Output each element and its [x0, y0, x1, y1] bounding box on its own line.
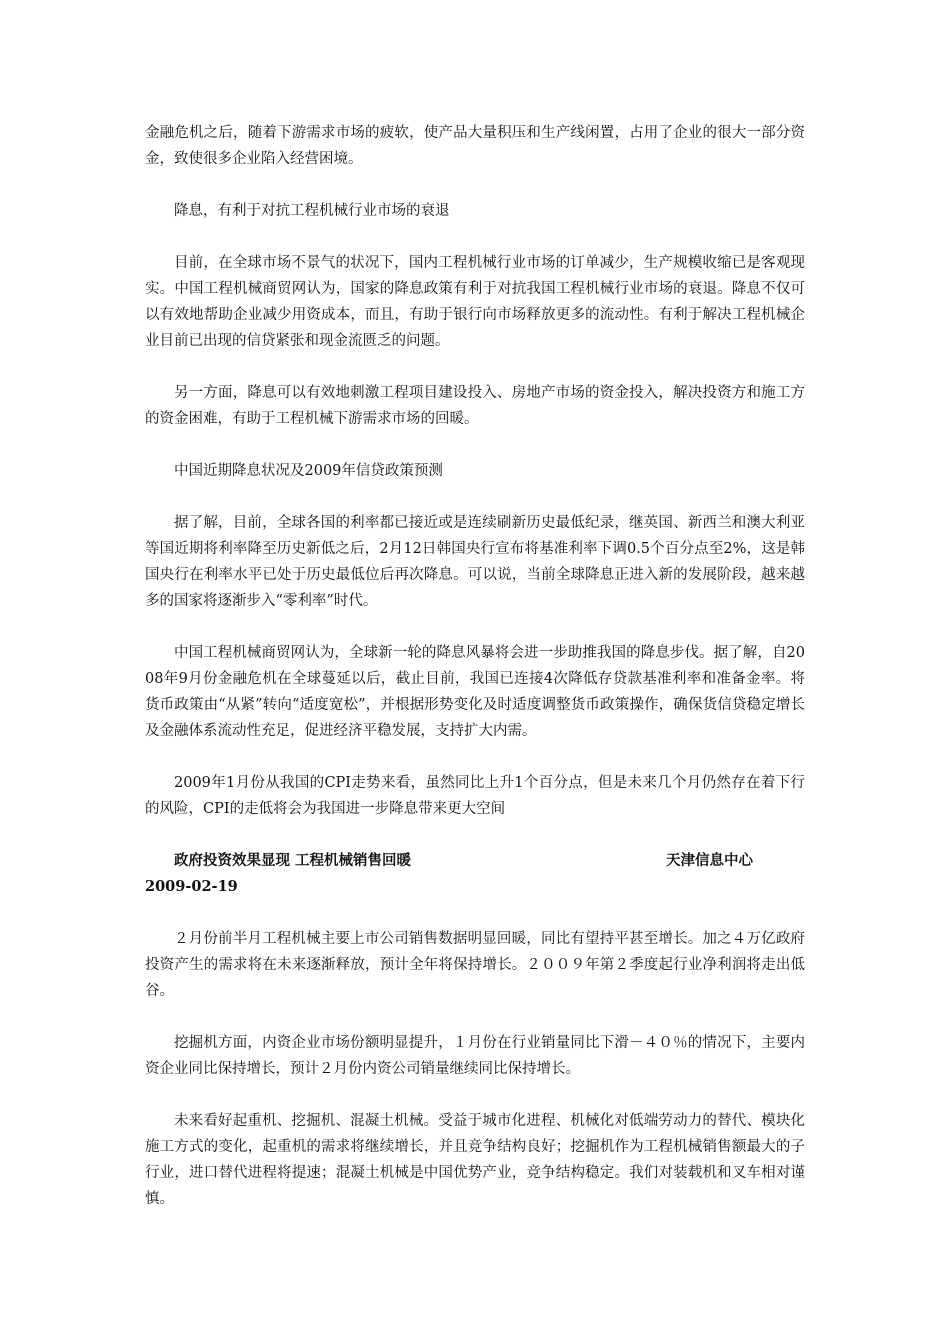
document-page — [145, 120, 805, 1238]
article-date: 2009-02-19 — [145, 878, 238, 895]
paragraph: 金融危机之后，随着下游需求市场的疲软，使产品大量积压和生产线闲置，占用了企业的很大一部分资金，致使很多企业陷入经营困境。 — [145, 125, 805, 167]
paragraph: 中国工程机械商贸网认为，全球新一轮的降息风暴将会进一步助推我国的降息步伐。据了解，自2008年9月份金融危机在全球蔓延以后，截止目前，我国已连接4次降低存贷款基准利率和准备金率。将货币政策由“从紧”转向“适度宽松”，并根据形势变化及时适度调整货币政策操作，确保货信贷稳定增长及金融体系流动性充足，促进经济平稳发展，支持扩大内需。 — [145, 645, 805, 739]
article-heading — [145, 848, 805, 874]
paragraph: 目前，在全球市场不景气的状况下，国内工程机械行业市场的订单减少，生产规模收缩已是客观现实。中国工程机械商贸网认为，国家的降息政策有利于对抗我国工程机械行业市场的衰退。降息不仅可以有效地帮助企业减少用资成本，而且，有助于银行向市场释放更多的流动性。有利于解决工程机械企业目前已出现的信贷紧张和现金流匮乏的问题。 — [145, 255, 805, 349]
section-subheading: 中国近期降息状况及2009年信贷政策预测 — [174, 463, 443, 479]
paragraph: 未来看好起重机、挖掘机、混凝土机械。受益于城市化进程、机械化对低端劳动力的替代、模块化施工方式的变化，起重机的需求将继续增长，并且竞争结构良好；挖掘机作为工程机械销售额最大的子行业，进口替代进程将提速；混凝土机械是中国优势产业，竞争结构稳定。我们对装载机和叉车相对谨慎。 — [145, 1113, 805, 1207]
section-subheading: 降息，有利于对抗工程机械行业市场的衰退 — [174, 203, 450, 219]
paragraph: 另一方面，降息可以有效地刺激工程项目建设投入、房地产市场的资金投入，解决投资方和施工方的资金困难，有助于工程机械下游需求市场的回暖。 — [145, 385, 805, 427]
paragraph: 2009年1月份从我国的CPI走势来看，虽然同比上升1个百分点，但是未来几个月仍然存在着下行的风险，CPI的走低将会为我国进一步降息带来更大空间 — [145, 775, 805, 817]
paragraph: 据了解，目前，全球各国的利率都已接近或是连续刷新历史最低纪录，继英国、新西兰和澳大利亚等国近期将利率降至历史新低之后，2月12日韩国央行宣布将基准利率下调0.5个百分点至2%，这是韩国央行在利率水平已处于历史最低位后再次降息。可以说，当前全球降息正进入新的发展阶段，越来越多的国家将逐渐步入“零利率”时代。 — [145, 515, 805, 609]
article-title: 政府投资效果显现 工程机械销售回暖 — [174, 852, 412, 869]
paragraph: 挖掘机方面，内资企业市场份额明显提升，１月份在行业销量同比下滑－４０％的情况下，主要内资企业同比保持增长，预计２月份内资公司销量继续同比保持增长。 — [145, 1035, 805, 1077]
article-source: 天津信息中心 — [666, 852, 753, 869]
paragraph: ２月份前半月工程机械主要上市公司销售数据明显回暖，同比有望持平甚至增长。加之４万亿政府投资产生的需求将在未来逐渐释放，预计全年将保持增长。２００９年第２季度起行业净利润将走出低谷。 — [145, 931, 805, 999]
